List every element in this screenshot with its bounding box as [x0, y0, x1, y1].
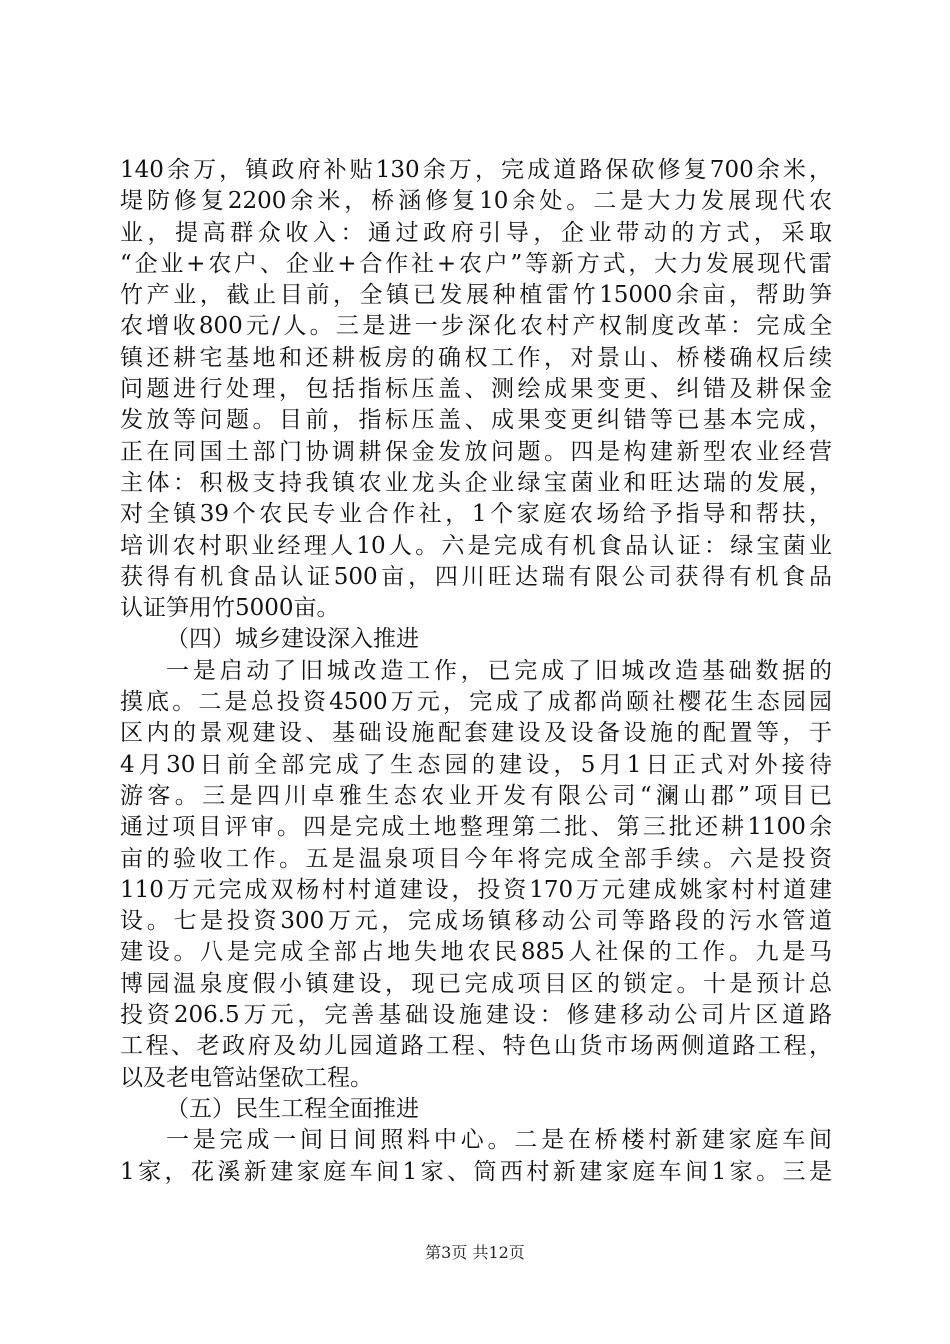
text-line: 摸底。二是总投资4500万元，完成了成都尚颐社樱花生态园园 — [120, 689, 832, 716]
paragraph-agriculture — [120, 155, 832, 624]
paragraph-urban-rural — [120, 656, 832, 1094]
text-line: 1家，花溪新建家庭车间1家、筒西村新建家庭车间1家。三是 — [120, 1158, 832, 1185]
text-line: 一是完成一间日间照料中心。二是在桥楼村新建家庭车间 — [166, 1127, 832, 1154]
page-number-footer: 第3页 共12页 — [425, 1243, 525, 1262]
text-line: 140余万，镇政府补贴130余万，完成道路保砍修复700余米， — [120, 157, 832, 183]
text-line: 110万元完成双杨村村道建设，投资170万元建成姚家村村道建 — [120, 876, 832, 903]
text-line: 游客。三是四川卓雅生态农业开发有限公司“澜山郡”项目已 — [120, 782, 832, 809]
text-line: 获得有机食品认证500亩，四川旺达瑞有限公司获得有机食品 — [120, 563, 832, 590]
text-line: 正在同国土部门协调耕保金发放问题。四是构建新型农业经营 — [120, 438, 832, 465]
text-line: 业，提高群众收入：通过政府引导，企业带动的方式，采取 — [120, 219, 832, 246]
text-line: 博园温泉度假小镇建设，现已完成项目区的锁定。十是预计总 — [120, 970, 832, 997]
text-line: 设。七是投资300万元，完成场镇移动公司等路段的污水管道 — [120, 908, 832, 935]
text-line: 建设。八是完成全部占地失地农民885人社保的工作。九是马 — [120, 939, 832, 966]
text-line: 以及老电管站堡砍工程。 — [120, 1064, 373, 1091]
text-line: “企业+农户、企业+合作社+农户”等新方式，大力发展现代雷 — [120, 250, 832, 277]
text-line: 发放等问题。目前，指标压盖、成果变更纠错等已基本完成， — [120, 407, 832, 434]
text-line: 认证笋用竹5000亩。 — [120, 595, 340, 622]
text-line: 4月30日前全部完成了生态园的建设，5月1日正式对外接待 — [120, 751, 832, 778]
text-line: 培训农村职业经理人10人。六是完成有机食品认证：绿宝菌业 — [120, 532, 832, 559]
document-body — [120, 155, 832, 1188]
text-line: 对全镇39个农民专业合作社，1个家庭农场给予指导和帮扶， — [120, 501, 832, 528]
text-line: 区内的景观建设、基础设施配套建设及设备设施的配置等，于 — [120, 720, 832, 747]
section-heading-5: （五）民生工程全面推进 — [166, 1095, 419, 1122]
text-line: 竹产业，截止目前，全镇已发展种植雷竹15000余亩，帮助笋 — [120, 282, 832, 309]
text-line: 一是启动了旧城改造工作，已完成了旧城改造基础数据的 — [166, 657, 832, 684]
paragraph-livelihood — [120, 1125, 832, 1188]
text-line: 堤防修复2200余米，桥涵修复10余处。二是大力发展现代农 — [120, 188, 832, 215]
text-line: 问题进行处理，包括指标压盖、测绘成果变更、纠错及耕保金 — [120, 376, 832, 403]
text-line: 工程、老政府及幼儿园道路工程、特色山货市场两侧道路工程， — [120, 1033, 832, 1060]
text-line: 亩的验收工作。五是温泉项目今年将完成全部手续。六是投资 — [120, 845, 832, 872]
text-line: 农增收800元/人。三是进一步深化农村产权制度改革：完成全 — [120, 313, 832, 340]
text-line: 镇还耕宅基地和还耕板房的确权工作，对景山、桥楼确权后续 — [120, 344, 832, 371]
text-line: 投资206.5万元，完善基础设施建设：修建移动公司片区道路 — [120, 1002, 832, 1029]
text-line: 通过项目评审。四是完成土地整理第二批、第三批还耕1100余 — [120, 814, 832, 841]
section-heading-4: （四）城乡建设深入推进 — [166, 626, 419, 653]
text-line: 主体：积极支持我镇农业龙头企业绿宝菌业和旺达瑞的发展， — [120, 469, 832, 496]
